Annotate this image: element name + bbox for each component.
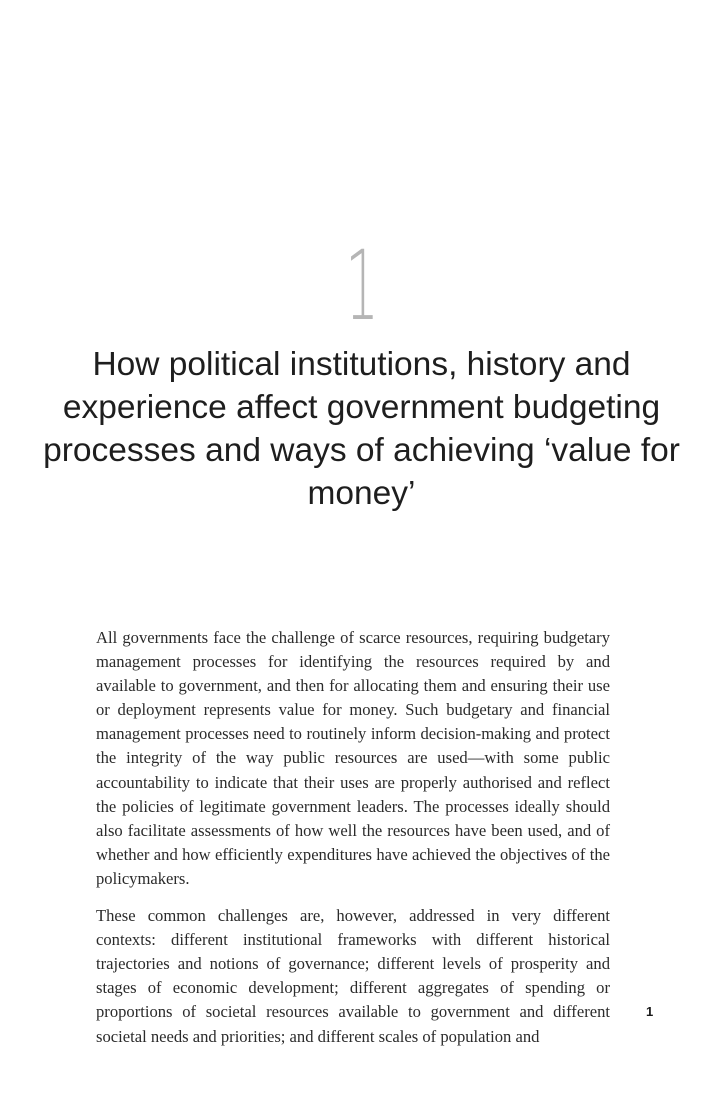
chapter-number: 1 [345,230,378,342]
chapter-title: How political institutions, history and experience affect government budgeting processes and ways of achieving ‘value for money’ [43,346,680,512]
paragraph: All governments face the challenge of scarce resources, requiring budgetary management processes for identifying the resources required by and available to government, and then for allocating them and ensuring their use or deployment represents value for money. Such budgetary and financial management processes need to routinely inform decision-making and protect the integrity of the way public resources are used—with some public accountability to indicate that their uses are properly authorised and reflect the policies of legitimate government leaders. The processes ideally should also facilitate assessments of how well the resources have been used, and of whether and how efficiently expenditures have achieved the objectives of the policymakers. [96,628,610,888]
page-number: 1 [646,1004,654,1019]
paragraph: These common challenges are, however, addressed in very different contexts: different institutional frameworks with different historical trajectories and notions of governance; different levels of prosperity and stages of economic development; different aggregates of spending or proportions of societal resources available to government and different societal needs and priorities; and different scales of population and [96,906,610,1046]
body-text [96,626,610,1062]
